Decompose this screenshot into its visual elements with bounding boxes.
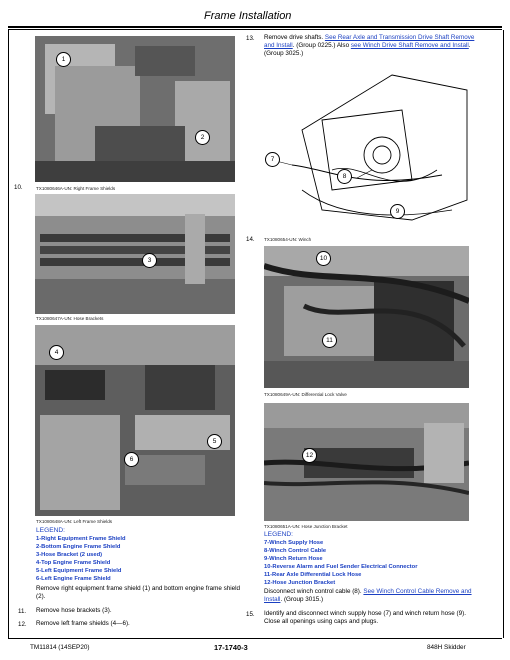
callout-3: 3 (142, 253, 157, 268)
fig-differential-lock-valve-caption: TX1080649A-UN: Differential Lock Valve (264, 392, 347, 397)
right-legend-item: 8-Winch Control Cable (264, 548, 327, 554)
hose-junction-bracket-photo (264, 403, 469, 521)
callout-5: 5 (207, 434, 222, 449)
step-13-text (264, 34, 476, 58)
footer-machine-name: 848H Skidder (427, 644, 466, 651)
remove-shields-text: Remove right equipment frame shield (1) and bottom engine frame shield (2). (36, 585, 241, 600)
step-11-text: Remove hose brackets (3). (36, 607, 112, 614)
callout-9: 9 (390, 204, 405, 219)
hose-junction-bracket-drawing (264, 403, 469, 521)
page-title: Frame Installation (204, 10, 292, 22)
left-legend-item: 5-Left Equipment Frame Shield (36, 568, 122, 574)
left-legend-title: LEGEND: (36, 527, 65, 534)
disconnect-text (264, 588, 476, 604)
step-15-text: Identify and disconnect winch supply hose (7) and winch return hose (9). Close all openings using caps and plugs. (264, 610, 466, 625)
link-winch-drive-shaft[interactable]: see Winch Drive Shaft Remove and Install (350, 42, 469, 49)
footer-manual-id: TM11814 (14SEP20) (30, 644, 90, 651)
right-legend-item: 10-Reverse Alarm and Fuel Sender Electrical Connector (264, 564, 418, 570)
right-legend-item: 7-Winch Supply Hose (264, 540, 324, 546)
left-legend-item: 6-Left Engine Frame Shield (36, 576, 111, 582)
left-legend-item: 2-Bottom Engine Frame Shield (36, 544, 121, 550)
disconnect-post: . (Group 3015.) (280, 596, 324, 603)
left-frame-shields-drawing (35, 325, 235, 516)
step-13-mid: . (Group 0225.) Also (292, 42, 350, 49)
disconnect-pre: Disconnect winch control cable (8). (264, 588, 362, 595)
callout-4: 4 (49, 345, 64, 360)
link-rear-axle-drive-shaft[interactable]: See Rear Axle and Transmission Drive Shaft Remove and Install (264, 34, 475, 49)
callout-12: 12 (302, 448, 317, 463)
right-legend-item: 12-Hose Junction Bracket (264, 580, 336, 586)
fig-winch-caption: TX1080654-UN: Winch (264, 237, 312, 242)
header-rule (8, 26, 502, 28)
callout-11: 11 (322, 333, 337, 348)
step-15-number: 15. (246, 611, 255, 618)
callout-6: 6 (124, 452, 139, 467)
winch-line-drawing (262, 70, 477, 228)
left-legend-item: 4-Top Engine Frame Shield (36, 560, 111, 566)
fig-hose-junction-bracket-caption: TX1080651A-UN: Hose Junction Bracket (264, 524, 348, 529)
fig-hose-brackets-caption: TX1080647A-UN: Hose Brackets (36, 316, 104, 321)
fig-left-frame-shields-caption: TX1080648A-UN: Left Frame Shields (36, 519, 113, 524)
hose-brackets-photo (35, 194, 235, 314)
left-legend-item: 3-Hose Bracket (2 used) (36, 552, 103, 558)
step-13-pre: Remove drive shafts. (264, 34, 324, 41)
left-frame-shields-photo (35, 325, 235, 516)
link-winch-control-cable[interactable]: See Winch Control Cable Remove and Install (264, 588, 472, 603)
hose-brackets-drawing (35, 194, 235, 314)
right-legend-item: 9-Winch Return Hose (264, 556, 323, 562)
winch-drawing (262, 70, 477, 228)
footer-page-number: 17-1740-3 (214, 643, 248, 652)
callout-7: 7 (265, 152, 280, 167)
step-10-number: 10. (14, 184, 23, 191)
callout-2: 2 (195, 130, 210, 145)
step-13-post: . (Group 3025.) (264, 42, 471, 57)
step-14-number: 14. (246, 236, 255, 243)
right-legend-title: LEGEND: (264, 531, 293, 538)
step-12-number: 12. (18, 621, 27, 628)
left-legend-item: 1-Right Equipment Frame Shield (36, 536, 126, 542)
differential-lock-valve-photo (264, 246, 469, 388)
differential-lock-valve-drawing (264, 246, 469, 388)
right-legend-item: 11-Rear Axle Differential Lock Hose (264, 572, 362, 578)
step-12-text: Remove left frame shields (4—6). (36, 620, 130, 627)
callout-1: 1 (56, 52, 71, 67)
step-13-number: 13. (246, 35, 255, 42)
callout-8: 8 (337, 169, 352, 184)
step-11-number: 11. (18, 608, 27, 615)
fig-right-frame-shields-caption: TX1080646A-UN: Right Frame Shields (36, 186, 116, 191)
callout-10: 10 (316, 251, 331, 266)
footer-rule (8, 638, 502, 639)
